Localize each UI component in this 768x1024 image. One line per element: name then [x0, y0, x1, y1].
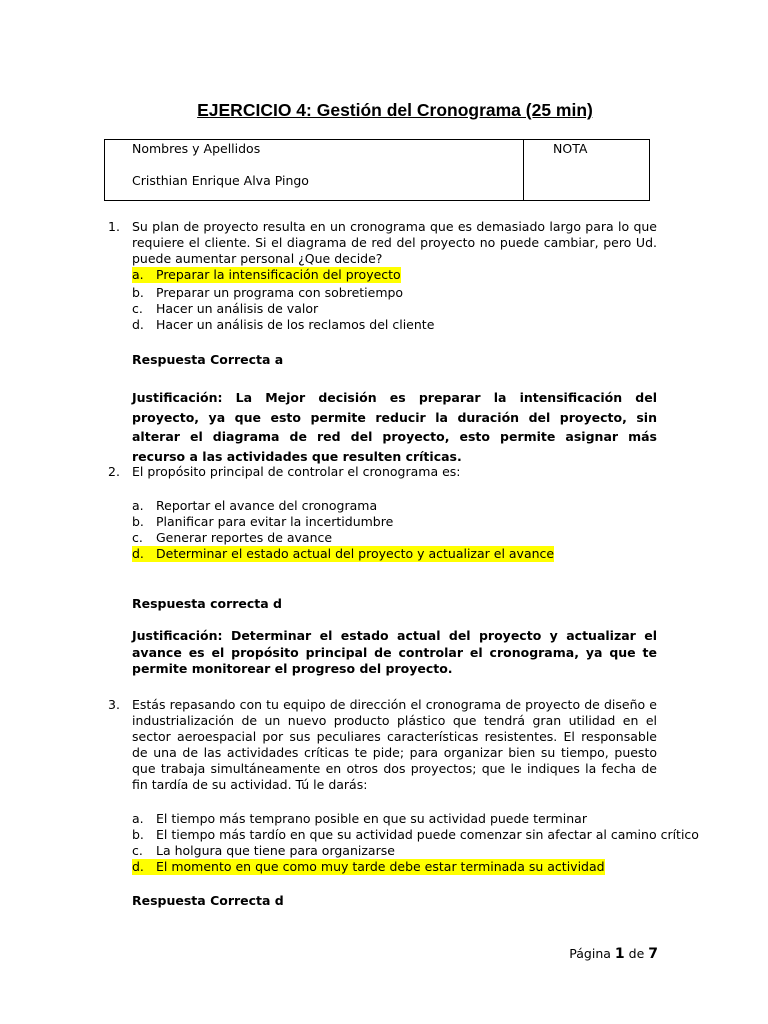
page-word: Página	[569, 946, 611, 961]
question-text: Su plan de proyecto resulta en un cronograma que es demasiado largo para lo que requiere el cliente. Si el diagrama de red del proyecto no puede cambiar, pero Ud. puede aumentar personal ¿Que decide?	[132, 219, 657, 266]
option-text: El tiempo más temprano posible en que su actividad puede terminar	[156, 811, 587, 826]
question-text: Estás repasando con tu equipo de dirección el cronograma de proyecto de diseño e industrialización de un nuevo producto plástico que tendrá gran utilidad en el sector aeroespacial por sus peculiares características resistentes. El responsable de una de las actividades críticas te pide; para organizar bien su tiempo, puesto que trabaja simultáneamente en otros dos proyectos; que le indiques la fecha de fin tardía de su actividad. Tú le darás:	[132, 697, 657, 792]
option	[132, 530, 332, 546]
student-info-table	[104, 139, 650, 201]
grade-label: NOTA	[553, 141, 588, 156]
option-highlighted	[132, 267, 401, 283]
name-value: Cristhian Enrique Alva Pingo	[132, 173, 309, 188]
option	[132, 498, 377, 514]
option-letter: c.	[132, 530, 143, 545]
option	[132, 514, 393, 530]
option-highlighted	[132, 546, 554, 562]
option-highlighted	[132, 859, 605, 875]
option	[132, 285, 403, 301]
option-text: Determinar el estado actual del proyecto y actualizar el avance	[156, 546, 555, 561]
answer-line: Respuesta Correcta d	[132, 893, 284, 908]
option-letter: b.	[132, 827, 144, 842]
question-text: El propósito principal de controlar el cronograma es:	[132, 464, 461, 479]
justification: Justificación: La Mejor decisión es preparar la intensificación del proyecto, ya que esto permite reducir la duración del proyecto, sin alterar el diagrama de red del proyecto, esto permite asignar más recurso a las actividades que resulten críticas.	[132, 390, 657, 464]
answer-line: Respuesta correcta d	[132, 596, 282, 611]
option	[132, 811, 587, 827]
option-text: El momento en que como muy tarde debe estar terminada su actividad	[156, 859, 605, 874]
current-page: 1	[614, 946, 625, 962]
option-letter: d.	[132, 546, 144, 561]
option-letter: c.	[132, 843, 143, 858]
option	[132, 301, 318, 317]
question-number: 1.	[108, 219, 120, 234]
option-text: El tiempo más tardío en que su actividad puede comenzar sin afectar al camino crítico	[156, 827, 699, 842]
option-text: Preparar un programa con sobretiempo	[156, 285, 404, 300]
option-text: Generar reportes de avance	[156, 530, 333, 545]
document-title: EJERCICIO 4: Gestión del Cronograma (25 min)	[197, 100, 593, 120]
total-pages: 7	[648, 946, 658, 962]
justification: Justificación: Determinar el estado actual del proyecto y actualizar el avance es el propósito principal de controlar el cronograma, ya que te permite monitorear el progreso del proyecto.	[132, 628, 657, 676]
option-letter: a.	[132, 498, 144, 513]
option-letter: a.	[132, 267, 144, 282]
option-letter: a.	[132, 811, 144, 826]
option	[132, 843, 395, 859]
name-label: Nombres y Apellidos	[132, 141, 261, 156]
option-text: La holgura que tiene para organizarse	[156, 843, 395, 858]
option	[132, 827, 699, 843]
option-text: Hacer un análisis de valor	[156, 301, 319, 316]
option-text: Reportar el avance del cronograma	[156, 498, 378, 513]
of-word: de	[628, 946, 645, 961]
option-text: Planificar para evitar la incertidumbre	[156, 514, 394, 529]
option-text: Preparar la intensificación del proyecto	[156, 267, 401, 282]
table-divider	[523, 140, 524, 200]
option-letter: c.	[132, 301, 143, 316]
page-number-footer	[569, 946, 658, 962]
option-letter: b.	[132, 514, 144, 529]
option-letter: d.	[132, 859, 144, 874]
option-letter: b.	[132, 285, 144, 300]
option-text: Hacer un análisis de los reclamos del cliente	[156, 317, 435, 332]
question-number: 3.	[108, 697, 120, 712]
option-letter: d.	[132, 317, 144, 332]
option	[132, 317, 434, 333]
question-number: 2.	[108, 464, 120, 479]
answer-line: Respuesta Correcta a	[132, 352, 284, 367]
